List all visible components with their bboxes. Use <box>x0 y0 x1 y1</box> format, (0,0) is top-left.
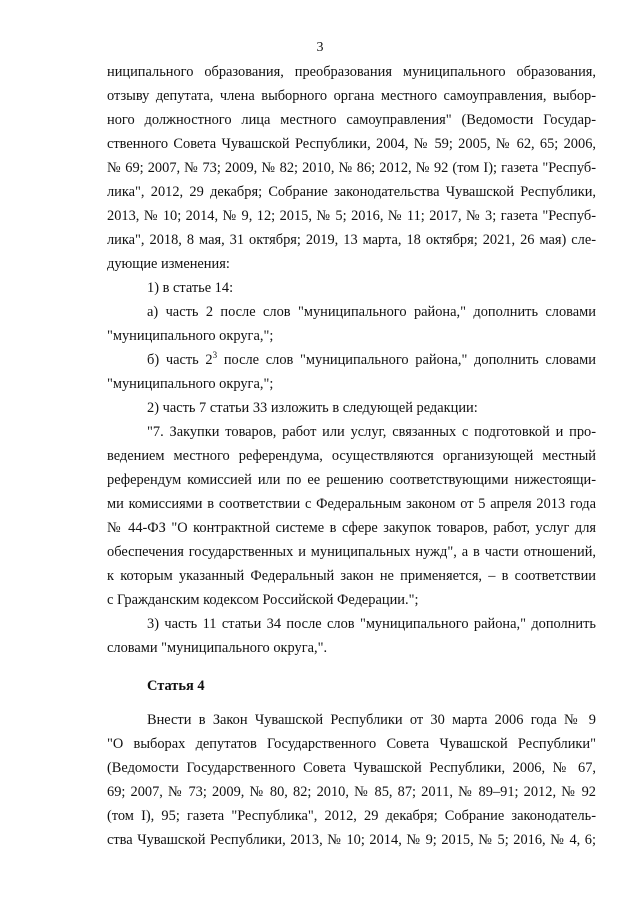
text-line: 3) часть 11 статьи 34 после слов "муниципального района," дополнить <box>147 616 596 632</box>
article-heading: Статья 4 <box>147 678 205 694</box>
text-line: ного должностного лица местного самоуправления" (Ведомости Государ- <box>107 112 596 128</box>
text-line: а) часть 2 после слов "муниципального района," дополнить словами <box>147 304 596 320</box>
text-line: (Ведомости Государственного Совета Чувашской Республики, 2006, № 67, <box>107 760 596 776</box>
text-line: ми комиссиями в соответствии с Федеральным законом от 5 апреля 2013 года <box>107 496 596 512</box>
text-line: ственного Совета Чувашской Республики, 2004, № 59; 2005, № 62, 65; 2006, <box>107 136 596 152</box>
text-line: "муниципального округа,"; <box>107 376 274 392</box>
text-line: № 69; 2007, № 73; 2009, № 82; 2010, № 86; 2012, № 92 (том I); газета "Респуб- <box>107 160 596 176</box>
text-line: обеспечения государственных и муниципальных нужд", а в части отношений, <box>107 544 596 560</box>
text-line: отзыву депутата, члена выборного органа местного самоуправления, выбор- <box>107 88 596 104</box>
text-line: 1) в статье 14: <box>147 280 234 296</box>
page-number: 3 <box>316 40 324 55</box>
text-line: "7. Закупки товаров, работ или услуг, связанных с подготовкой и про- <box>147 424 596 440</box>
text-line: "О выборах депутатов Государственного Совета Чувашской Республики" <box>107 736 596 752</box>
text-line: 69; 2007, № 73; 2009, № 80, 82; 2010, № 85, 87; 2011, № 89–91; 2012, № 92 <box>107 784 596 800</box>
text-line: лика", 2012, 29 декабря; Собрание законодательства Чувашской Республики, <box>107 184 596 200</box>
text-line: № 44-ФЗ "О контрактной системе в сфере закупок товаров, работ, услуг для <box>107 520 596 536</box>
text-line: с Гражданским кодексом Российской Федерации."; <box>107 592 419 608</box>
text-line-with-superscript <box>147 351 596 369</box>
text-fragment: после слов "муниципального района," дополнить словами <box>217 352 596 368</box>
text-fragment: б) часть 2 <box>147 352 213 368</box>
text-line: словами "муниципального округа,". <box>107 640 328 656</box>
text-line: референдум комиссией или по ее решению соответствующими нижестоящи- <box>107 472 596 488</box>
text-line: Внести в Закон Чувашской Республики от 30 марта 2006 года № 9 <box>147 712 596 728</box>
text-line: ниципального образования, преобразования муниципального образования, <box>107 64 596 80</box>
text-line: лика", 2018, 8 мая, 31 октября; 2019, 13 марта, 18 октября; 2021, 26 мая) сле- <box>107 232 596 248</box>
text-line: к которым указанный Федеральный закон не применяется, – в соответствии <box>107 568 596 584</box>
text-line: 2) часть 7 статьи 33 изложить в следующей редакции: <box>147 400 478 416</box>
superscript: 3 <box>212 351 218 360</box>
text-line: ведением местного референдума, осуществляются организующей местный <box>107 448 596 464</box>
text-line: "муниципального округа,"; <box>107 328 274 344</box>
text-line: ства Чувашской Республики, 2013, № 10; 2014, № 9; 2015, № 5; 2016, № 4, 6; <box>107 832 596 848</box>
text-line: дующие изменения: <box>107 256 230 272</box>
text-line: (том I), 95; газета "Республика", 2012, 29 декабря; Собрание законодатель- <box>107 808 596 824</box>
text-line: 2013, № 10; 2014, № 9, 12; 2015, № 5; 2016, № 11; 2017, № 3; газета "Респуб- <box>107 208 596 224</box>
